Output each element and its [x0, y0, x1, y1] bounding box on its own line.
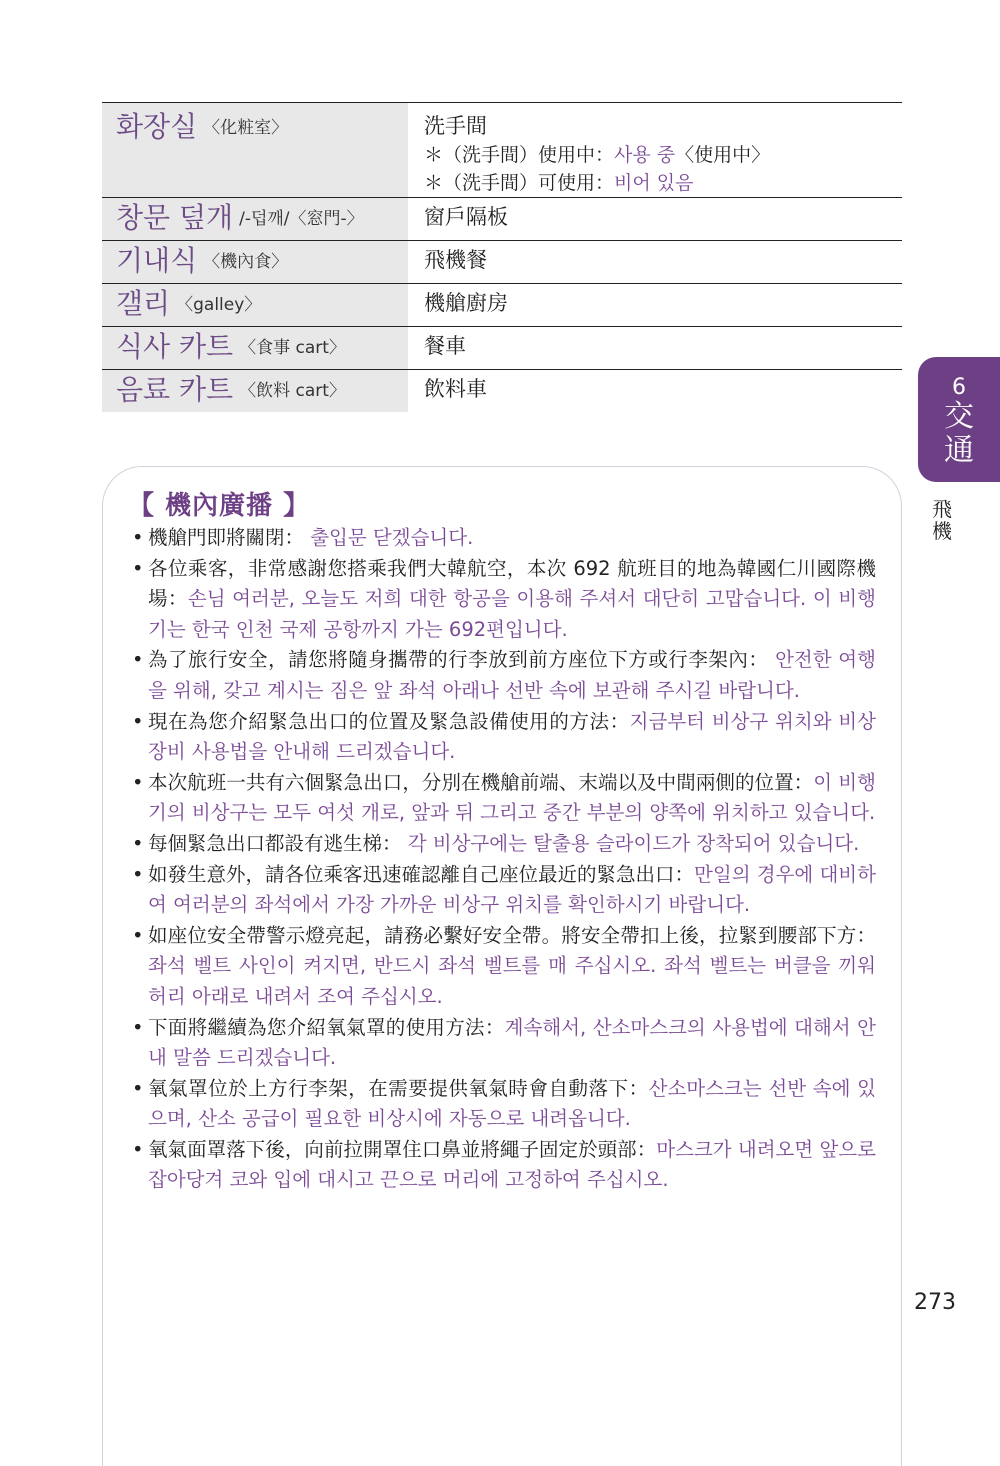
chinese-text: 各位乘客，非常感謝您搭乘我們大韓航空，本次 692 航班目的地為韓國仁川國際機場： [148, 556, 876, 611]
vocab-meaning [408, 370, 902, 412]
usage-prefix: ＊（洗手間）使用中： [424, 144, 615, 166]
chinese-meaning: 窗戶隔板 [424, 205, 508, 229]
korean-term: 식사 카트 [116, 330, 234, 363]
vocab-row [102, 241, 902, 284]
vocab-row [102, 103, 902, 198]
chinese-text: 本次航班一共有六個緊急出口，分別在機艙前端、末端以及中間兩側的位置： [148, 770, 814, 794]
korean-text: 이 비행기의 비상구는 모두 여섯 개로, 앞과 뒤 그리고 중간 부분의 양쪽에 위치하고 있습니다. [148, 770, 876, 825]
term-note: 〈食事 cart〉 [239, 338, 346, 358]
korean-text: 좌석 벨트 사인이 켜지면, 반드시 좌석 벨트를 매 주십시오. 좌석 벨트는 버클을 끼워 허리 아래로 내려서 조여 주십시오. [148, 954, 876, 1008]
list-item [128, 768, 876, 829]
korean-term: 화장실 [116, 110, 198, 143]
korean-text: 출입문 닫겠습니다. [304, 526, 474, 549]
chinese-meaning: 飛機餐 [424, 248, 487, 272]
usage-suffix: 〈使用中〉 [675, 144, 771, 166]
korean-term: 창문 덮개 [116, 201, 234, 234]
chinese-text: 為了旅行安全，請您將隨身攜帶的行李放到前方座位下方或行李架內： [148, 648, 769, 672]
list-item [128, 860, 876, 921]
chinese-meaning: 洗手間 [424, 114, 487, 138]
vocab-term [102, 327, 408, 369]
section-label [928, 498, 956, 542]
section-label-line2: 機 [932, 519, 952, 543]
korean-term: 갤리 [116, 287, 171, 320]
usage-korean: 사용 중 [614, 144, 676, 166]
chinese-meaning: 機艙廚房 [424, 291, 508, 315]
vocab-term [102, 198, 408, 240]
page-number: 273 [914, 1290, 956, 1315]
korean-text: 계속해서, 산소마스크의 사용법에 대해서 안내 말씀 드리겠습니다. [148, 1015, 876, 1070]
vocab-row [102, 327, 902, 370]
list-item [128, 921, 876, 1013]
chapter-name-line2: 通 [944, 433, 974, 468]
list-item [128, 554, 876, 646]
vocab-meaning [408, 241, 902, 283]
list-item [128, 1135, 876, 1196]
chinese-text: 氧氣罩位於上方行李架，在需要提供氧氣時會自動落下： [148, 1076, 649, 1100]
vocab-term [102, 284, 408, 326]
list-item [128, 645, 876, 706]
vocab-meaning [408, 198, 902, 240]
korean-term: 기내식 [116, 244, 198, 277]
term-note: 〈galley〉 [176, 295, 262, 315]
announcement-list [128, 523, 876, 1196]
chapter-tab[interactable] [918, 357, 1000, 482]
chinese-meaning: 飲料車 [424, 377, 487, 401]
term-note: /-덥깨/〈窓門-〉 [239, 209, 364, 229]
vocab-meaning [408, 327, 902, 369]
chapter-name-line1: 交 [944, 399, 974, 434]
korean-text: 마스크가 내려오면 앞으로 잡아당겨 코와 입에 대시고 끈으로 머리에 고정하여 주십시오. [148, 1137, 876, 1192]
vocabulary-table [102, 102, 902, 412]
vocab-meaning [408, 103, 902, 197]
usage-example [424, 141, 902, 169]
usage-example [424, 169, 902, 197]
list-item [128, 1013, 876, 1074]
chinese-text: 現在為您介紹緊急出口的位置及緊急設備使用的方法： [148, 709, 630, 733]
vocab-meaning [408, 284, 902, 326]
list-item [128, 829, 876, 860]
korean-text: 만일의 경우에 대비하여 여러분의 좌석에서 가장 가까운 비상구 위치를 확인하시기 바랍니다. [148, 862, 876, 917]
korean-text: 손님 여러분, 오늘도 저희 대한 항공을 이용해 주셔서 대단히 고맙습니다. 이 비행기는 한국 인천 국제 공항까지 가는 692편입니다. [148, 587, 876, 641]
chinese-text: 每個緊急出口都設有逃生梯： [148, 831, 402, 855]
term-note: 〈機內食〉 [203, 252, 289, 272]
chapter-number: 6 [952, 375, 966, 400]
chinese-meaning: 餐車 [424, 334, 466, 358]
usage-korean: 비어 있음 [614, 172, 694, 194]
korean-text: 지금부터 비상구 위치와 비상 장비 사용법을 안내해 드리겠습니다. [148, 709, 876, 764]
korean-text: 산소마스크는 선반 속에 있으며, 산소 공급이 필요한 비상시에 자동으로 내려옵니다. [148, 1076, 876, 1131]
vocab-term [102, 370, 408, 412]
chinese-text: 如座位安全帶警示燈亮起，請務必繫好安全帶。將安全帶扣上後，拉緊到腰部下方： [148, 923, 876, 947]
chinese-text: 氧氣面罩落下後，向前拉開罩住口鼻並將繩子固定於頭部： [148, 1137, 657, 1161]
chinese-text: 機艙門即將關閉： [148, 526, 305, 549]
chinese-text: 如發生意外，請各位乘客迅速確認離自己座位最近的緊急出口： [148, 862, 695, 886]
korean-text: 안전한 여행을 위해, 갖고 계시는 짐은 앞 좌석 아래나 선반 속에 보관해 주시길 바랍니다. [148, 648, 876, 702]
vocab-row [102, 284, 902, 327]
vocab-term [102, 241, 408, 283]
vocab-row [102, 198, 902, 241]
vocab-term [102, 103, 408, 197]
term-note: 〈化粧室〉 [203, 118, 289, 138]
list-item [128, 1074, 876, 1135]
list-item [128, 707, 876, 768]
korean-text: 각 비상구에는 탈출용 슬라이드가 장착되어 있습니다. [401, 831, 860, 855]
chinese-text: 下面將繼續為您介紹氧氣罩的使用方法： [148, 1015, 505, 1039]
announcement-title: 【 機內廣播 】 [128, 491, 311, 521]
vocab-row [102, 370, 902, 412]
korean-term: 음료 카트 [116, 373, 234, 406]
section-label-line1: 飛 [932, 497, 952, 521]
usage-prefix: ＊（洗手間）可使用： [424, 172, 615, 194]
term-note: 〈飲料 cart〉 [239, 381, 346, 401]
list-item [128, 523, 876, 554]
